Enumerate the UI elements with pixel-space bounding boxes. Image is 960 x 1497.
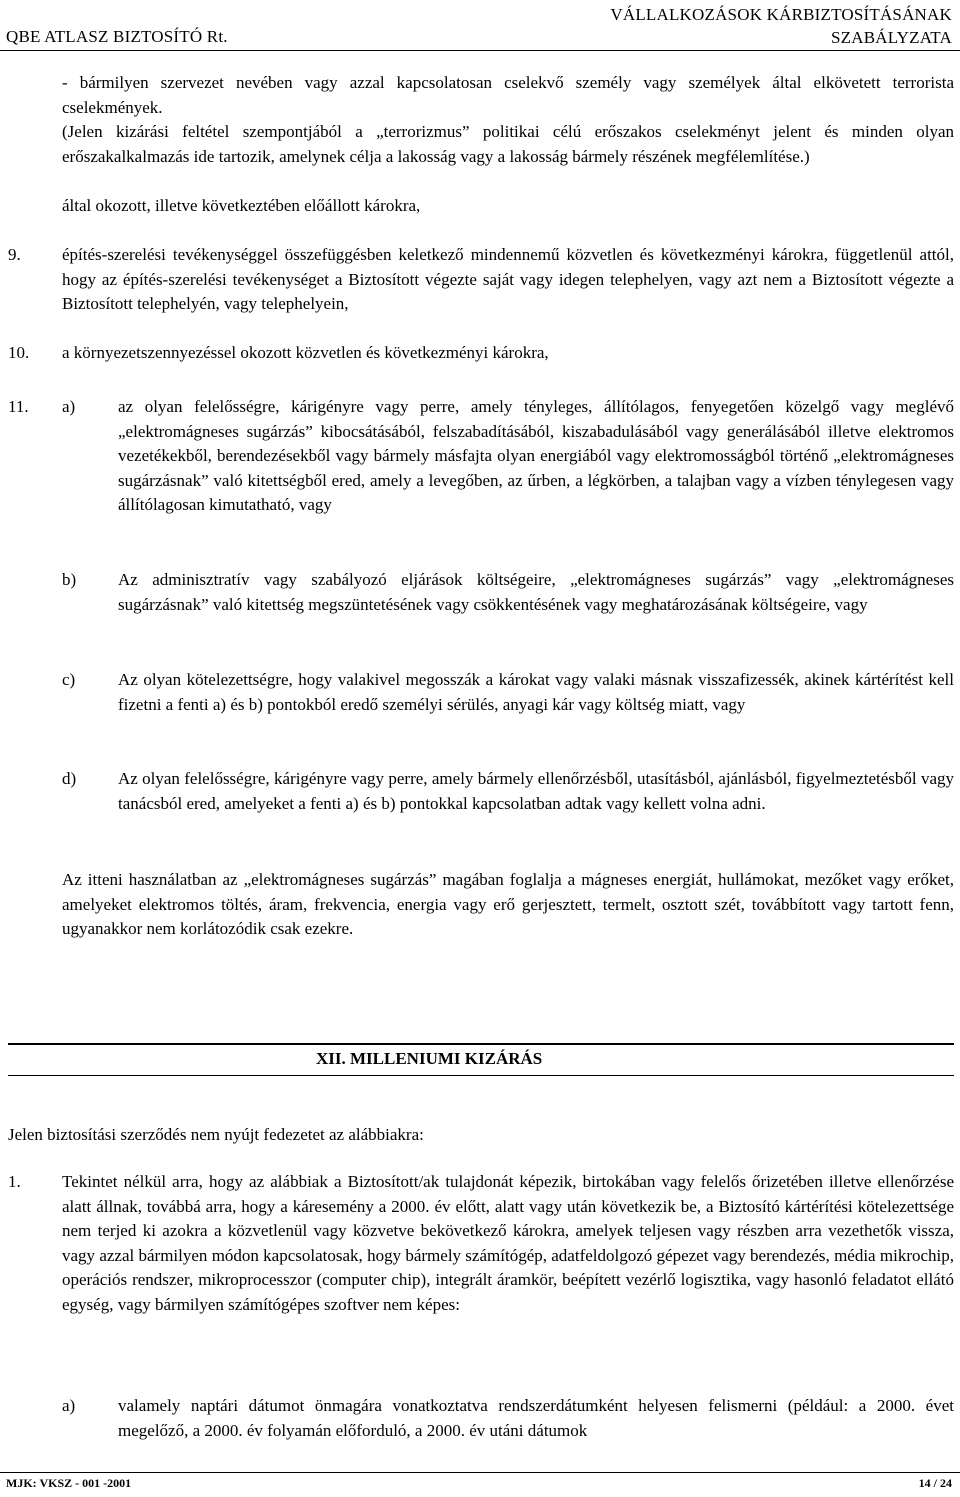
item-11d-label: d) xyxy=(62,769,77,788)
header-title-line1: VÁLLALKOZÁSOK KÁRBIZTOSÍTÁSÁNAK xyxy=(610,5,952,24)
section-item-1a-label: a) xyxy=(62,1396,76,1415)
item-11c-label: c) xyxy=(62,670,76,689)
footer-page-number: 14 / 24 xyxy=(918,1476,952,1490)
intro-paragraph-3: által okozott, illetve következtében előállott károkra, xyxy=(62,196,421,215)
footer-document-id: MJK: VKSZ - 001 -2001 xyxy=(6,1476,132,1490)
electromagnetic-definition-note: Az itteni használatban az „elektromágneses sugárzás” magában foglalja a mágneses energiát, hullámokat, mezőket vagy erőket, amelyeket elektromos töltés, áram, frekvencia, energia vagy erő gerjesztett, termelt, osztott szét, továbbított vagy tartott fenn, ugyanakkor nem korlátozódik csak ezekre. xyxy=(62,870,954,938)
item-10-number: 10. xyxy=(8,343,30,362)
section-title: XII. MILLENIUMI KIZÁRÁS xyxy=(316,1049,543,1068)
item-11a-text: az olyan felelősségre, kárigényre vagy perre, amely tényleges, állítólagos, fenyegetően közelgő vagy meglévő „elektromágneses sugárzás” kibocsátásából, felszabadításából, kiszabadulásából vagy generálásából illetve elektromos vezetékekből, berendezésekből vagy bármely másfajta olyan energiából vagy elektromosságból történő „elektromágneses sugárzásnak” való kitettségből ered, amely a levegőben, az űrben, a légkörben, a talajban vagy a vízben ténylegesen vagy állítólagosan kimutatható, vagy xyxy=(118,397,954,514)
section-intro: Jelen biztosítási szerződés nem nyújt fedezetet az alábbiakra: xyxy=(8,1125,424,1144)
section-item-1-text: Tekintet nélkül arra, hogy az alábbiak a Biztosított/ak tulajdonát képezik, birtokában vagy felelős őrizetében illetve ellenőrzése alatt állnak, továbbá arra, hogy a káresemény a 2000. év előtt, alatt vagy után következik be, a Biztosító kártérítési kötelezettsége nem terjed ki azokra a közvetlenül vagy közvetve bekövetkező károkra, amelyek teljesen vagy részben arra vezethetők vissza, vagy azzal bármilyen módon kapcsolatosak, hogy bármely számítógép, adatfeldolgozó gépezet vagy berendezés, média mikrochip, operációs rendszer, mikroprocesszor (computer chip), integrált áramkör, beépített vezérlő logisztika, vagy hasonló feladatot ellátó egység, vagy bármilyen számítógépes szoftver nem képes: xyxy=(62,1172,954,1314)
item-9-text: építés-szerelési tevékenységgel összefüggésben keletkező mindennemű közvetlen és következményi károkra, függetlenül attól, hogy az építés-szerelési tevékenységet a Biztosított végezte saját vagy idegen telephelyen, vagy azt nem a Biztosított végezte a Biztosított telephelyén, vagy telephelyein, xyxy=(62,245,954,313)
footer-rule xyxy=(0,1472,960,1473)
item-11b-text: Az adminisztratív vagy szabályozó eljárások költségeire, „elektromágneses sugárzás” vagy „elektromágneses sugárzásnak” való kitettség megszüntetésének vagy csökkentésének vagy meghatározásának költségeire, vagy xyxy=(118,570,954,614)
header-title xyxy=(610,3,952,49)
item-11d-text: Az olyan felelősségre, kárigényre vagy perre, amely bármely ellenőrzésből, utasításból, ajánlásból, figyelmeztetésből vagy tanácsból ered, amelyeket a fenti a) és b) pontokkal kapcsolatban adtak vagy kellett volna adni. xyxy=(118,769,954,813)
header-rule xyxy=(0,50,960,51)
item-11-number: 11. xyxy=(8,397,29,416)
item-11b-label: b) xyxy=(62,570,77,589)
item-11a-label: a) xyxy=(62,397,76,416)
header-title-line2: SZABÁLYZATA xyxy=(831,28,952,47)
item-10-text: a környezetszennyezéssel okozott közvetlen és következményi károkra, xyxy=(62,343,549,362)
intro-paragraph-2: (Jelen kizárási feltétel szempontjából a „terrorizmus” politikai célú erőszakos cselekményt jelent és minden olyan erőszakalkalmazás ide tartozik, amelynek célja a lakosság vagy a lakosság bármely részének megfélemlítése.) xyxy=(62,122,954,166)
item-11c-text: Az olyan kötelezettségre, hogy valakivel megosszák a károkat vagy valaki másnak visszafizessék, akinek kártérítést kell fizetni a fenti a) és b) pontokból eredő személyi sérülés, anyagi kár vagy költség miatt, vagy xyxy=(118,670,954,714)
section-item-1-number: 1. xyxy=(8,1172,21,1191)
section-title-bar xyxy=(8,1045,954,1076)
item-9-number: 9. xyxy=(8,245,21,264)
section-item-1a-text: valamely naptári dátumot önmagára vonatkoztatva rendszerdátumként helyesen felismerni (például: a 2000. évet megelőző, a 2000. év folyamán előforduló, a 2000. év utáni dátumok xyxy=(118,1396,954,1440)
header-company: QBE ATLASZ BIZTOSÍTÓ Rt. xyxy=(6,27,228,46)
intro-paragraph-1: - bármilyen szervezet nevében vagy azzal kapcsolatosan cselekvő személy vagy személyek által elkövetett terrorista cselekmények. xyxy=(62,73,954,117)
